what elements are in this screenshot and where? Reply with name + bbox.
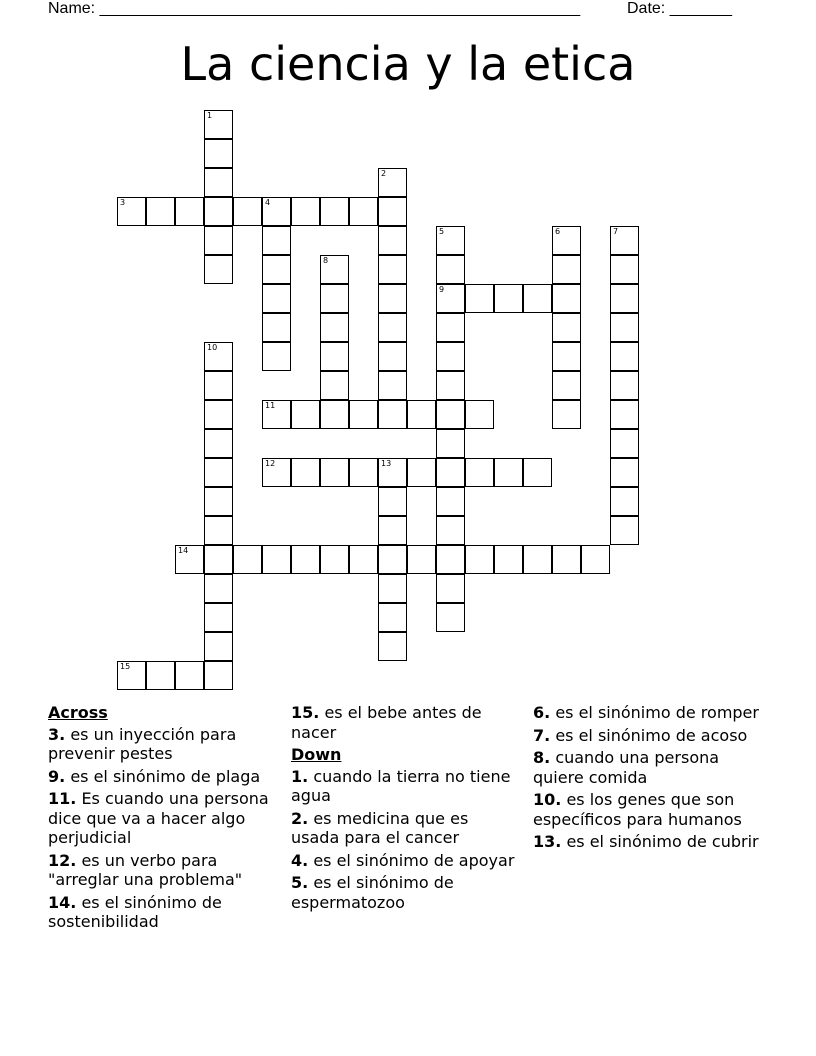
grid-cell[interactable] [204,342,233,371]
grid-cell[interactable] [204,371,233,400]
grid-cell[interactable] [465,458,494,487]
grid-cell[interactable] [204,516,233,545]
grid-cell[interactable] [320,400,349,429]
grid-cell[interactable] [320,313,349,342]
clue-down-10 [533,790,773,829]
grid-cell[interactable] [494,458,523,487]
grid-cell[interactable] [378,197,407,226]
cell-number: 2 [381,169,387,178]
cell-number: 14 [178,546,189,555]
grid-cell[interactable] [552,255,581,284]
grid-cell[interactable] [378,255,407,284]
grid-cell[interactable] [552,342,581,371]
grid-cell[interactable] [552,284,581,313]
clue-number: 2. [291,808,309,828]
clues-column-2 [291,703,519,915]
clue-across-15 [291,703,519,742]
clue-number: 8. [533,748,551,767]
grid-cell[interactable] [204,168,233,197]
grid-cell[interactable] [610,226,639,255]
grid-cell[interactable] [378,400,407,429]
clue-text: es un inyección para prevenir pestes [48,724,237,763]
grid-cell[interactable] [204,661,233,690]
grid-cell[interactable] [610,255,639,284]
grid-cell[interactable] [610,400,639,429]
cell-number: 7 [613,227,619,236]
grid-cell[interactable] [378,545,407,574]
across-heading: Across [48,703,108,722]
clues-column-3 [533,703,773,855]
date-line: Date: _______ [627,0,732,17]
grid-cell[interactable] [465,400,494,429]
grid-cell[interactable] [378,458,407,487]
clue-text: es los genes que son específicos para humanos [533,790,742,829]
grid-cell[interactable] [291,545,320,574]
grid-cell[interactable] [117,197,146,226]
clue-number: 1. [291,766,309,786]
grid-cell[interactable] [291,400,320,429]
clue-text: es el bebe antes de nacer [291,703,482,742]
grid-cell[interactable] [262,255,291,284]
clue-number: 5. [291,873,309,892]
grid-cell[interactable] [204,574,233,603]
grid-cell[interactable] [436,342,465,371]
cell-number: 3 [120,198,126,207]
clue-number: 10. [533,790,562,809]
grid-cell[interactable] [552,400,581,429]
grid-cell[interactable] [320,255,349,284]
grid-cell[interactable] [146,661,175,690]
grid-cell[interactable] [320,342,349,371]
grid-cell[interactable] [262,226,291,255]
grid-cell[interactable] [349,197,378,226]
grid-cell[interactable] [436,458,465,487]
cell-number: 10 [207,343,218,352]
clue-number: 15. [291,703,320,722]
grid-cell[interactable] [291,458,320,487]
clue-across-12 [48,851,280,890]
grid-cell[interactable] [436,284,465,313]
grid-cell[interactable] [349,545,378,574]
grid-cell[interactable] [204,110,233,139]
clue-down-13 [533,832,773,852]
grid-cell[interactable] [378,516,407,545]
grid-cell[interactable] [349,458,378,487]
grid-cell[interactable] [204,632,233,661]
grid-cell[interactable] [378,574,407,603]
grid-cell[interactable] [465,545,494,574]
grid-cell[interactable] [349,400,378,429]
grid-cell[interactable] [204,458,233,487]
clue-text: es el sinónimo de acoso [555,725,748,745]
grid-cell[interactable] [610,516,639,545]
cell-number: 12 [265,459,276,468]
cell-number: 8 [323,256,329,265]
grid-cell[interactable] [552,226,581,255]
grid-cell[interactable] [581,545,610,574]
clue-text: cuando una persona quiere comida [533,748,720,787]
clue-down-7 [533,726,773,746]
grid-cell[interactable] [436,574,465,603]
grid-cell[interactable] [146,197,175,226]
clue-text: Es cuando una persona dice que va a hacer algo perjudicial [48,789,269,847]
grid-cell[interactable] [204,545,233,574]
grid-cell[interactable] [610,371,639,400]
grid-cell[interactable] [320,284,349,313]
down-heading: Down [291,745,342,764]
grid-cell[interactable] [262,545,291,574]
grid-cell[interactable] [378,284,407,313]
grid-cell[interactable] [552,313,581,342]
clue-down-5 [291,873,519,912]
grid-cell[interactable] [436,516,465,545]
grid-cell[interactable] [407,545,436,574]
grid-cell[interactable] [378,342,407,371]
grid-cell[interactable] [204,429,233,458]
grid-cell[interactable] [436,400,465,429]
clue-across-3 [48,725,280,764]
grid-cell[interactable] [175,197,204,226]
clue-number: 3. [48,724,66,744]
grid-cell[interactable] [204,139,233,168]
clue-text: es el sinónimo de plaga [70,766,261,786]
grid-cell[interactable] [610,487,639,516]
grid-cell[interactable] [262,284,291,313]
grid-cell[interactable] [233,545,262,574]
grid-cell[interactable] [523,284,552,313]
cell-number: 13 [381,459,392,468]
cell-number: 4 [265,198,271,207]
grid-cell[interactable] [291,197,320,226]
clue-number: 14. [48,892,77,912]
grid-cell[interactable] [436,429,465,458]
cell-number: 6 [555,227,561,236]
clue-down-2 [291,809,519,848]
clue-number: 4. [291,850,309,870]
grid-cell[interactable] [204,487,233,516]
grid-cell[interactable] [204,255,233,284]
clue-number: 9. [48,766,66,786]
clue-number: 11. [48,789,77,808]
grid-cell[interactable] [320,545,349,574]
cell-number: 9 [439,285,445,294]
grid-cell[interactable] [320,458,349,487]
name-line: Name: ______________________________________________________ [48,0,581,17]
grid-cell[interactable] [378,313,407,342]
cell-number: 1 [207,111,213,120]
cell-number: 11 [265,401,276,410]
grid-cell[interactable] [523,545,552,574]
grid-cell[interactable] [175,661,204,690]
grid-cell[interactable] [204,226,233,255]
grid-cell[interactable] [378,168,407,197]
clue-text: es el sinónimo de apoyar [313,850,515,870]
grid-cell[interactable] [175,545,204,574]
clue-text: es el sinónimo de romper [555,703,759,722]
clue-text: es el sinónimo de espermatozoo [291,873,454,912]
clues-column-1 [48,703,280,935]
grid-cell[interactable] [436,255,465,284]
page-title: La ciencia y la etica [180,37,636,91]
grid-cell[interactable] [320,371,349,400]
grid-cell[interactable] [552,371,581,400]
clue-number: 13. [533,832,562,851]
grid-cell[interactable] [407,400,436,429]
cell-number: 15 [120,662,131,671]
grid-cell[interactable] [320,197,349,226]
grid-cell[interactable] [436,487,465,516]
grid-cell[interactable] [262,342,291,371]
grid-cell[interactable] [204,603,233,632]
grid-cell[interactable] [610,429,639,458]
clue-across-11 [48,789,280,848]
grid-cell[interactable] [378,226,407,255]
clue-number: 7. [533,725,551,745]
grid-cell[interactable] [204,197,233,226]
grid-cell[interactable] [552,545,581,574]
grid-cell[interactable] [378,632,407,661]
clue-text: cuando la tierra no tiene agua [291,766,511,805]
clue-down-8 [533,748,773,787]
grid-cell[interactable] [610,458,639,487]
grid-cell[interactable] [262,197,291,226]
grid-cell[interactable] [436,313,465,342]
clue-number: 12. [48,850,77,870]
clue-down-1 [291,767,519,806]
grid-cell[interactable] [523,458,552,487]
grid-cell[interactable] [407,458,436,487]
grid-cell[interactable] [465,284,494,313]
clue-down-4 [291,851,519,871]
grid-cell[interactable] [610,284,639,313]
grid-cell[interactable] [378,603,407,632]
clue-across-9 [48,767,280,787]
clue-text: es el sinónimo de cubrir [566,832,759,851]
grid-cell[interactable] [494,284,523,313]
grid-cell[interactable] [233,197,262,226]
clue-across-14 [48,893,280,932]
grid-cell[interactable] [436,226,465,255]
grid-cell[interactable] [378,487,407,516]
clue-text: es medicina que es usada para el cancer [291,808,469,847]
clue-number: 6. [533,703,551,722]
clue-text: es un verbo para "arreglar una problema" [48,850,243,889]
clue-text: es el sinónimo de sostenibilidad [48,892,222,931]
grid-cell[interactable] [494,545,523,574]
grid-cell[interactable] [262,313,291,342]
grid-cell[interactable] [610,313,639,342]
grid-cell[interactable] [436,371,465,400]
grid-cell[interactable] [436,545,465,574]
grid-cell[interactable] [378,371,407,400]
grid-cell[interactable] [436,603,465,632]
grid-cell[interactable] [117,661,146,690]
grid-cell[interactable] [262,458,291,487]
grid-cell[interactable] [262,400,291,429]
cell-number: 5 [439,227,445,236]
grid-cell[interactable] [204,400,233,429]
clue-down-6 [533,703,773,723]
grid-cell[interactable] [610,342,639,371]
